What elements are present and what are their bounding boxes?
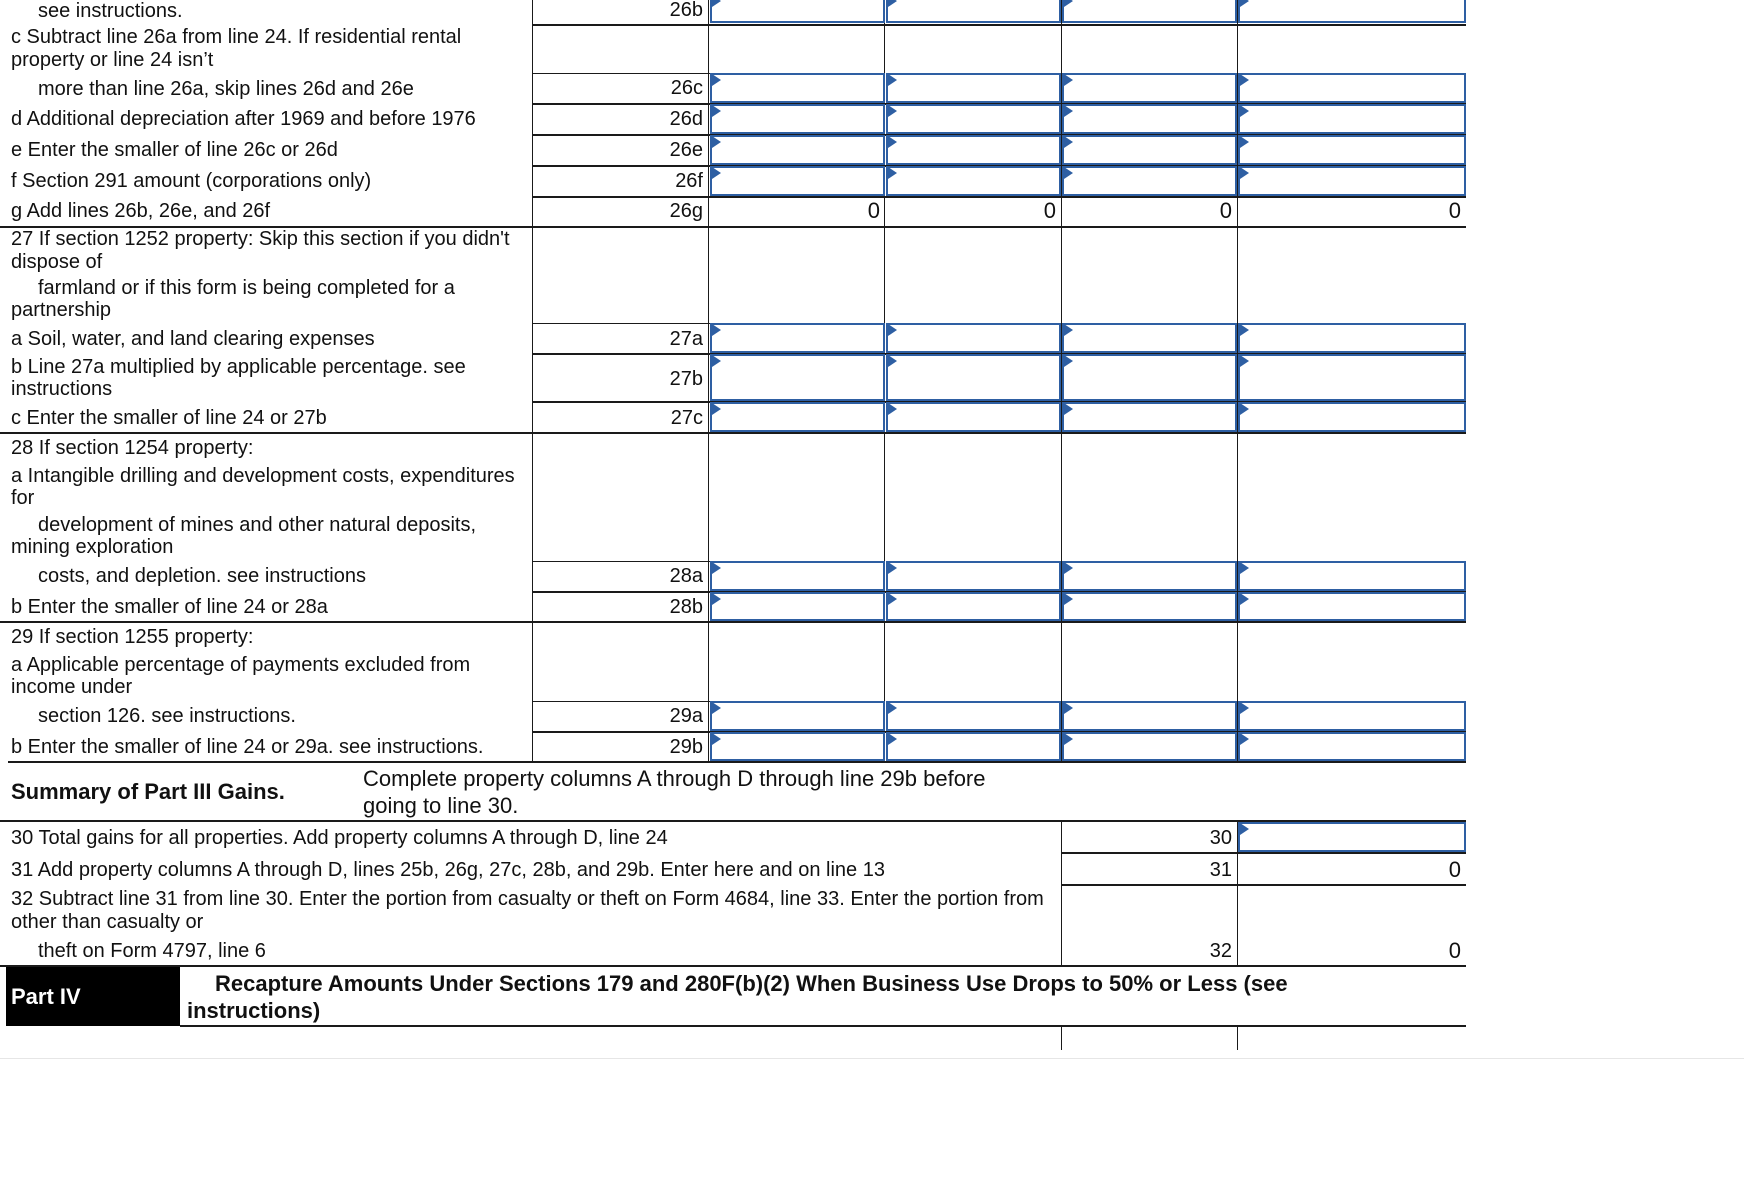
line-26b-col-c-input[interactable]: [1062, 0, 1237, 23]
line-26b-col-d-input[interactable]: [1238, 0, 1466, 23]
line-29-label: 29 If section 1255 property:: [11, 626, 254, 648]
line-29b-col-b-input[interactable]: [886, 732, 1061, 761]
line-26g-col-a-value: 0: [867, 198, 880, 223]
rule-27a-top: [532, 323, 710, 324]
line-29a-label-2: income under: [11, 676, 133, 698]
line-29a-col-c-input[interactable]: [1062, 701, 1237, 731]
line-28a-label-1: a Intangible drilling and development costs, expenditures: [11, 465, 515, 487]
line-26g-label: g Add lines 26b, 26e, and 26f: [11, 200, 271, 222]
line-27c-col-c-input[interactable]: [1062, 402, 1237, 432]
line-28a-col-c-input[interactable]: [1062, 561, 1237, 591]
line-32-value: 0: [1448, 938, 1461, 963]
line-28a-label-5: costs, and depletion. see instructions: [38, 565, 366, 587]
line-26f-col-d-input[interactable]: [1238, 166, 1466, 196]
line-26e-col-d-input[interactable]: [1238, 135, 1466, 165]
part-iv-title-1: Recapture Amounts Under Sections 179 and 280F(b)(2) When Business Use Drops to 50% or Less (see: [215, 971, 1288, 996]
line-27b-code: 27b: [669, 368, 703, 390]
line-27b-label-2: instructions: [11, 378, 113, 400]
line-29a-col-d-input[interactable]: [1238, 701, 1466, 731]
line-26d-col-c-input[interactable]: [1062, 104, 1237, 134]
line-26e-col-c-input[interactable]: [1062, 135, 1237, 165]
line-29b-code: 29b: [669, 736, 703, 758]
line-26c-label-2: property or line 24 isn’t: [11, 49, 214, 71]
line-28b-col-a-input[interactable]: [710, 592, 885, 621]
line-31-label: 31 Add property columns A through D, lines 25b, 26g, 27c, 28b, and 29b. Enter here and on line 13: [11, 859, 885, 881]
part-iv-label: Part IV: [11, 984, 81, 1009]
col-divider-a: [708, 0, 709, 762]
line-27-label-4: partnership: [11, 299, 112, 321]
line-26c-code: 26c: [670, 77, 703, 99]
line-26c-col-d-input[interactable]: [1238, 73, 1466, 103]
line-26f-label: f Section 291 amount (corporations only): [11, 170, 372, 192]
line-27b-col-c-input[interactable]: [1062, 354, 1237, 401]
line-26f-col-b-input[interactable]: [886, 166, 1061, 196]
line-28a-col-d-input[interactable]: [1238, 561, 1466, 591]
line-29a-code: 29a: [669, 705, 703, 727]
line-26e-code: 26e: [669, 139, 703, 161]
line-26g-code: 26g: [669, 200, 703, 222]
line-28a-col-a-input[interactable]: [710, 561, 885, 591]
rule-part-iv: [180, 1025, 1466, 1027]
line-26e-label: e Enter the smaller of line 26c or 26d: [11, 139, 338, 161]
line-31-code: 31: [1209, 859, 1232, 881]
line-28a-label-4: mining exploration: [11, 536, 174, 558]
line-27c-col-a-input[interactable]: [710, 402, 885, 432]
line-29a-label-1: a Applicable percentage of payments excluded from: [11, 654, 471, 676]
line-26b-label: see instructions.: [38, 0, 183, 22]
line-26g-col-c-value: 0: [1219, 198, 1232, 223]
line-28-label: 28 If section 1254 property:: [11, 437, 254, 459]
line-26b-col-b-input[interactable]: [886, 0, 1061, 23]
line-28b-col-d-input[interactable]: [1238, 592, 1466, 621]
line-27a-col-b-input[interactable]: [886, 323, 1061, 353]
summary-note-2: going to line 30.: [363, 793, 519, 818]
line-26g-col-d-value: 0: [1448, 198, 1461, 223]
line-27-label-1: 27 If section 1252 property: Skip this section if you didn't: [11, 228, 510, 250]
rule-27c: [0, 432, 1466, 434]
line-26b-code: 26b: [669, 0, 703, 21]
rule-29a-top: [532, 701, 710, 702]
line-28a-col-b-input[interactable]: [886, 561, 1061, 591]
line-28b-col-c-input[interactable]: [1062, 592, 1237, 621]
line-26c-col-c-input[interactable]: [1062, 73, 1237, 103]
line-26d-col-a-input[interactable]: [710, 104, 885, 134]
line-30-label: 30 Total gains for all properties. Add property columns A through D, line 24: [11, 827, 668, 849]
line-26b-col-a-input[interactable]: [710, 0, 885, 23]
line-26d-col-d-input[interactable]: [1238, 104, 1466, 134]
summary-title: Summary of Part III Gains.: [11, 779, 285, 804]
line-27c-label: c Enter the smaller of line 24 or 27b: [11, 407, 327, 429]
rule-28b: [0, 621, 1466, 623]
page-bottom-edge: [0, 1058, 1744, 1059]
part-iv-title-2: instructions): [187, 998, 321, 1023]
line-26f-col-a-input[interactable]: [710, 166, 885, 196]
line-30-code: 30: [1209, 827, 1232, 849]
line-27b-col-d-input[interactable]: [1238, 354, 1466, 401]
line-29b-col-c-input[interactable]: [1062, 732, 1237, 761]
line-29b-col-d-input[interactable]: [1238, 732, 1466, 761]
line-26c-col-b-input[interactable]: [886, 73, 1061, 103]
line-28b-col-b-input[interactable]: [886, 592, 1061, 621]
line-29b-label: b Enter the smaller of line 24 or 29a. see instructions.: [11, 736, 484, 758]
line-26e-col-b-input[interactable]: [886, 135, 1061, 165]
line-29a-label-3: section 126. see instructions.: [38, 705, 296, 727]
line-32-label-1: 32 Subtract line 31 from line 30. Enter the portion from casualty or theft on Form 4684, line 33. Enter the portion from: [11, 888, 1044, 910]
line-26d-label: d Additional depreciation after 1969 and before 1976: [11, 108, 476, 130]
line-28a-label-3: development of mines and other natural deposits,: [38, 514, 477, 536]
line-27-label-2: dispose of: [11, 251, 103, 273]
line-27a-col-d-input[interactable]: [1238, 323, 1466, 353]
part-iv-divider-code: [1061, 1027, 1062, 1050]
line-27-label-3: farmland or if this form is being completed for a: [38, 277, 455, 299]
line-32-code: 32: [1209, 940, 1232, 962]
line-26c-label-3: more than line 26a, skip lines 26d and 26e: [38, 78, 414, 100]
line-27a-col-c-input[interactable]: [1062, 323, 1237, 353]
line-29a-col-a-input[interactable]: [710, 701, 885, 731]
line-28a-code: 28a: [669, 565, 703, 587]
part-iv-divider-value: [1237, 1027, 1238, 1050]
rule-29b: [8, 761, 1466, 763]
line-31-value: 0: [1448, 857, 1461, 882]
line-26g-col-b-value: 0: [1043, 198, 1056, 223]
rule-28a-top: [532, 561, 710, 562]
line-27b-col-b-input[interactable]: [886, 354, 1061, 401]
rule-31: [1061, 884, 1466, 886]
line-28b-label: b Enter the smaller of line 24 or 28a: [11, 596, 328, 618]
line-32-label-2: other than casualty or: [11, 911, 204, 933]
line-26d-code: 26d: [669, 108, 703, 130]
line-28a-label-2: for: [11, 487, 35, 509]
line-32-label-3: theft on Form 4797, line 6: [38, 940, 266, 962]
line-27a-label: a Soil, water, and land clearing expenses: [11, 328, 375, 350]
rule-32: [0, 965, 1466, 967]
line-27a-col-a-input[interactable]: [710, 323, 885, 353]
line-27c-col-b-input[interactable]: [886, 402, 1061, 432]
line-27b-label-1: b Line 27a multiplied by applicable percentage. see: [11, 356, 466, 378]
rule-30: [1061, 852, 1466, 854]
part-iv-label-box: [6, 967, 180, 1026]
line-26f-col-c-input[interactable]: [1062, 166, 1237, 196]
line-27c-code: 27c: [670, 407, 703, 429]
line-27b-col-a-input[interactable]: [710, 354, 885, 401]
rule-26b: [532, 24, 1466, 26]
line-27c-col-d-input[interactable]: [1238, 402, 1466, 432]
line-26c-label-1: c Subtract line 26a from line 24. If residential rental: [11, 26, 462, 48]
summary-note-1: Complete property columns A through D through line 29b before: [363, 766, 986, 791]
line-29a-col-b-input[interactable]: [886, 701, 1061, 731]
line-30-total-input[interactable]: [1238, 822, 1466, 852]
line-26f-code: 26f: [675, 170, 703, 192]
line-26e-col-a-input[interactable]: [710, 135, 885, 165]
line-28b-code: 28b: [669, 596, 703, 618]
line-29b-col-a-input[interactable]: [710, 732, 885, 761]
rule-26c-top: [532, 73, 710, 74]
line-26c-col-a-input[interactable]: [710, 73, 885, 103]
line-26d-col-b-input[interactable]: [886, 104, 1061, 134]
line-27a-code: 27a: [669, 328, 703, 350]
